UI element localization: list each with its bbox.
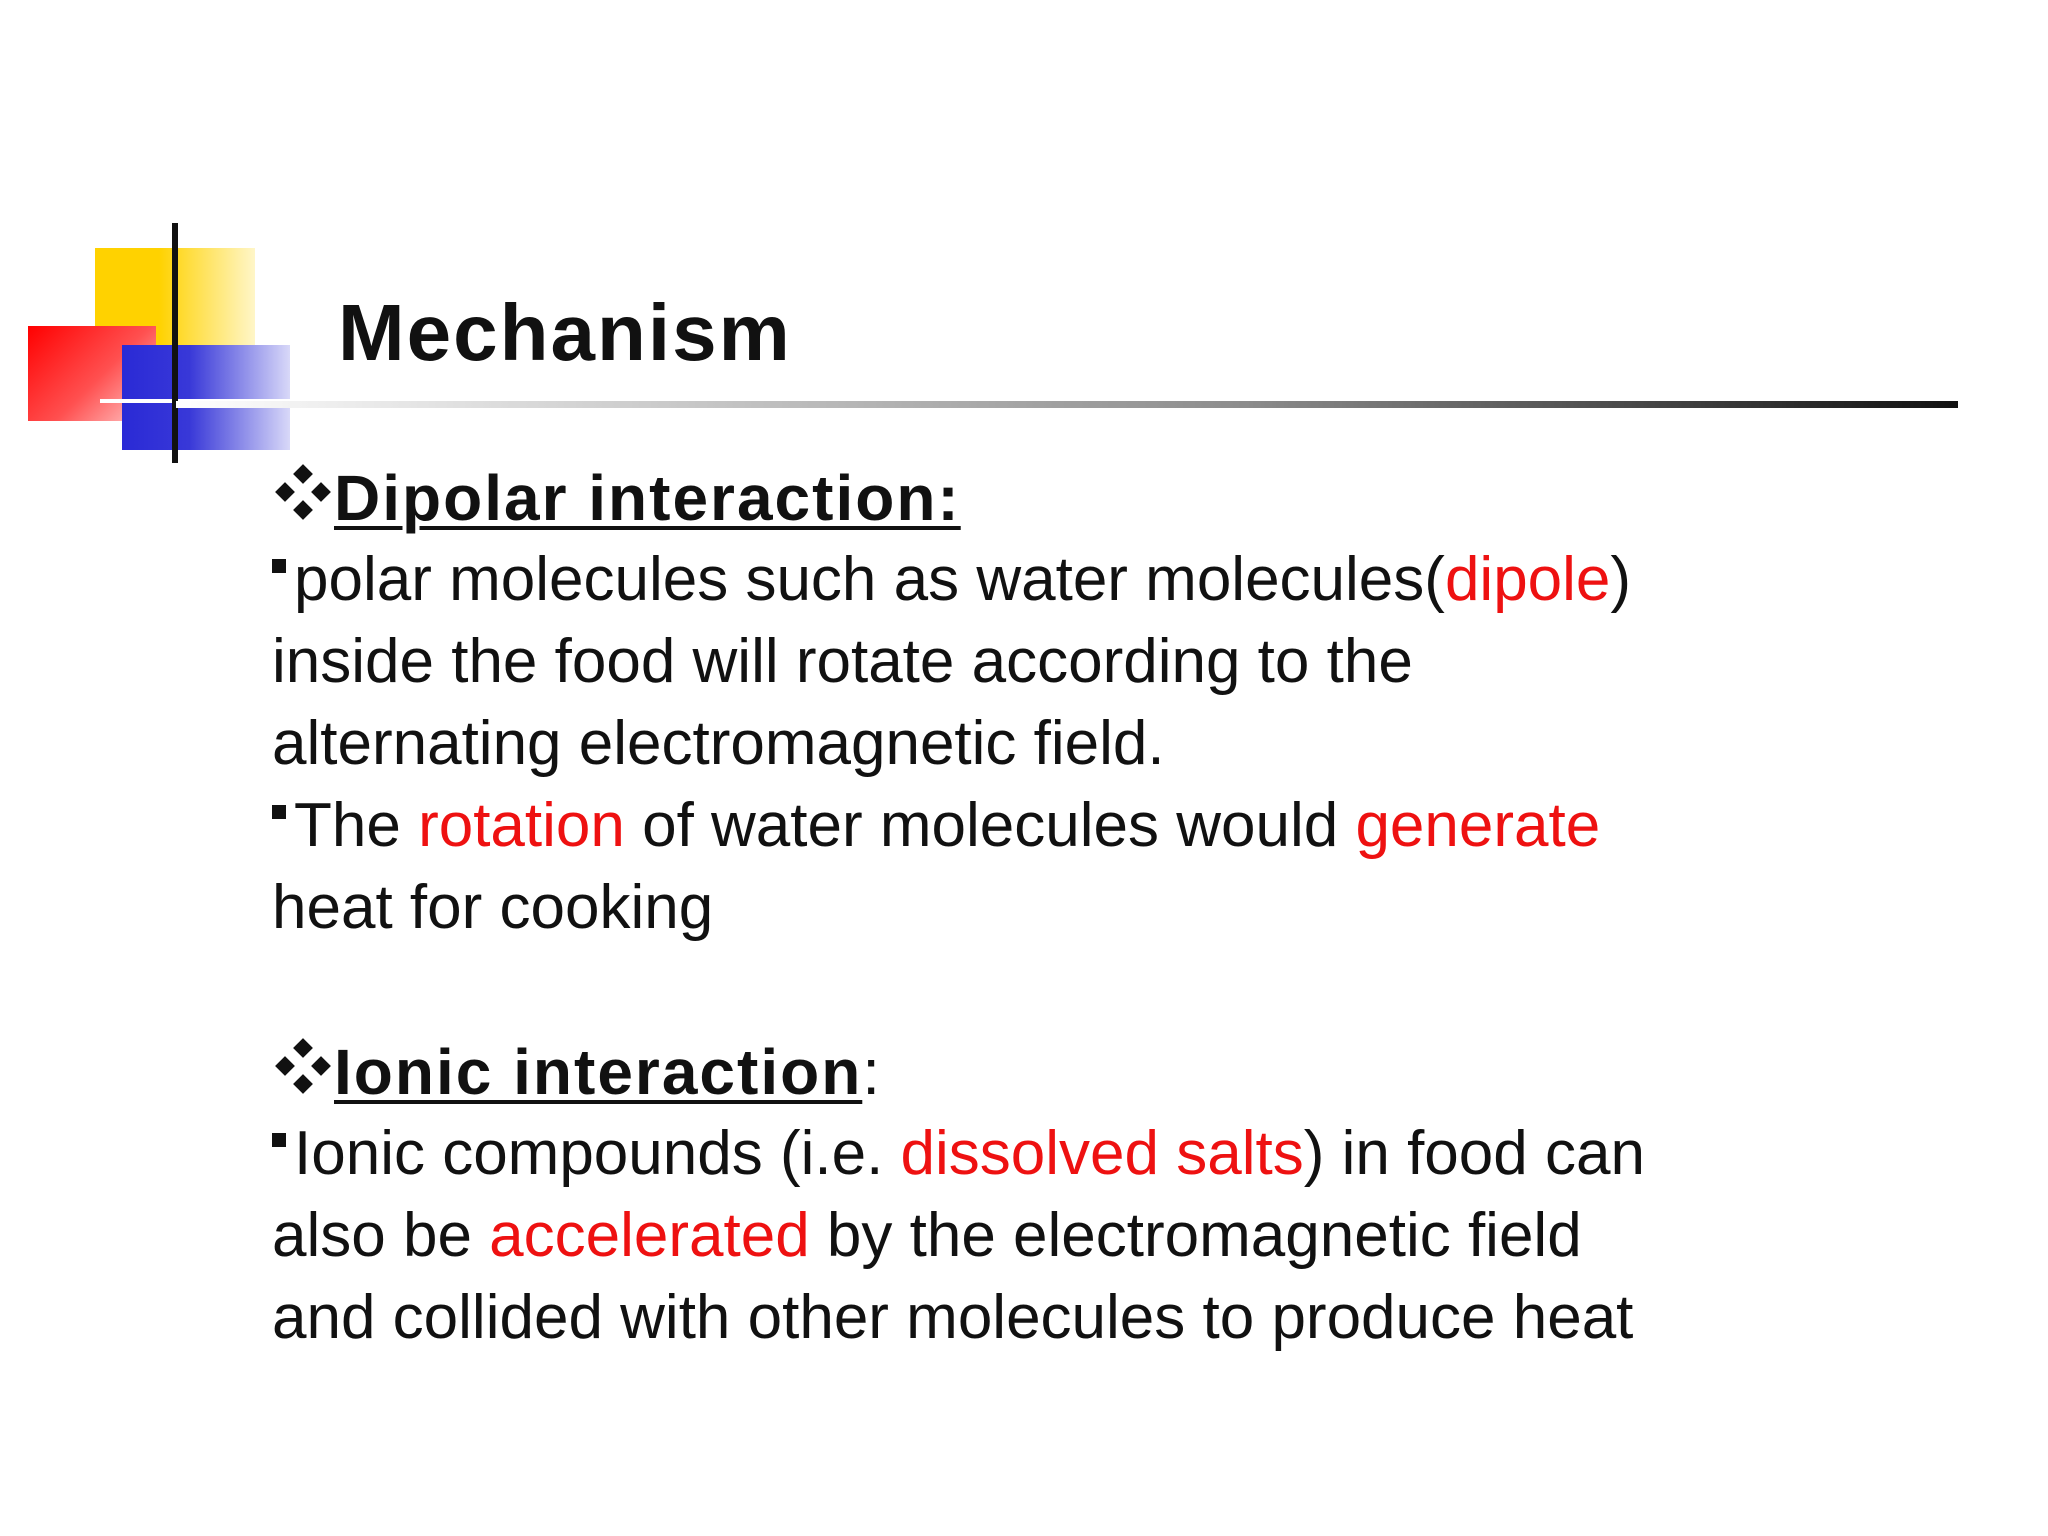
bullet-line bbox=[272, 785, 1892, 867]
section-heading-text: Ionic interaction bbox=[334, 1036, 863, 1108]
text-run: The bbox=[294, 791, 419, 860]
four-diamond-icon bbox=[272, 1035, 334, 1095]
bullet-line bbox=[272, 539, 1892, 621]
body-line: and collided with other molecules to produce heat bbox=[272, 1283, 1634, 1352]
spacer bbox=[272, 949, 1892, 1031]
text-run: polar molecules such as water molecules( bbox=[294, 545, 1445, 614]
text-run: also be bbox=[272, 1201, 490, 1270]
text-run: by the electromagnetic field bbox=[809, 1201, 1582, 1270]
section-heading-colon: : bbox=[862, 1036, 883, 1108]
highlighted-term: dipole bbox=[1444, 545, 1611, 614]
body-line: inside the food will rotate according to the bbox=[272, 627, 1413, 696]
section-heading-dipolar bbox=[272, 457, 1892, 539]
square-bullet-icon bbox=[272, 805, 286, 819]
title-underline-rule bbox=[176, 401, 1958, 408]
text-run: ) in food can bbox=[1303, 1119, 1645, 1188]
highlighted-term: accelerated bbox=[489, 1201, 810, 1270]
highlighted-term: generate bbox=[1355, 791, 1601, 860]
text-run: of water molecules would bbox=[624, 791, 1356, 860]
slide-title: Mechanism bbox=[338, 288, 792, 377]
body-line bbox=[272, 1195, 1892, 1277]
section-heading-ionic bbox=[272, 1031, 1892, 1113]
section-heading-text: Dipolar interaction: bbox=[334, 462, 961, 534]
text-run: ) bbox=[1610, 545, 1632, 614]
square-bullet-icon bbox=[272, 559, 286, 573]
body-line: heat for cooking bbox=[272, 873, 714, 942]
bullet-line bbox=[272, 1113, 1892, 1195]
slide-content bbox=[272, 457, 1892, 1359]
body-line: alternating electromagnetic field. bbox=[272, 709, 1165, 778]
square-bullet-icon bbox=[272, 1133, 286, 1147]
text-run: Ionic compounds (i.e. bbox=[294, 1119, 901, 1188]
highlighted-term: dissolved salts bbox=[900, 1119, 1304, 1188]
decorative-vertical-line bbox=[172, 223, 178, 463]
four-diamond-icon bbox=[272, 461, 334, 521]
decorative-blue-block bbox=[122, 345, 290, 450]
highlighted-term: rotation bbox=[418, 791, 625, 860]
